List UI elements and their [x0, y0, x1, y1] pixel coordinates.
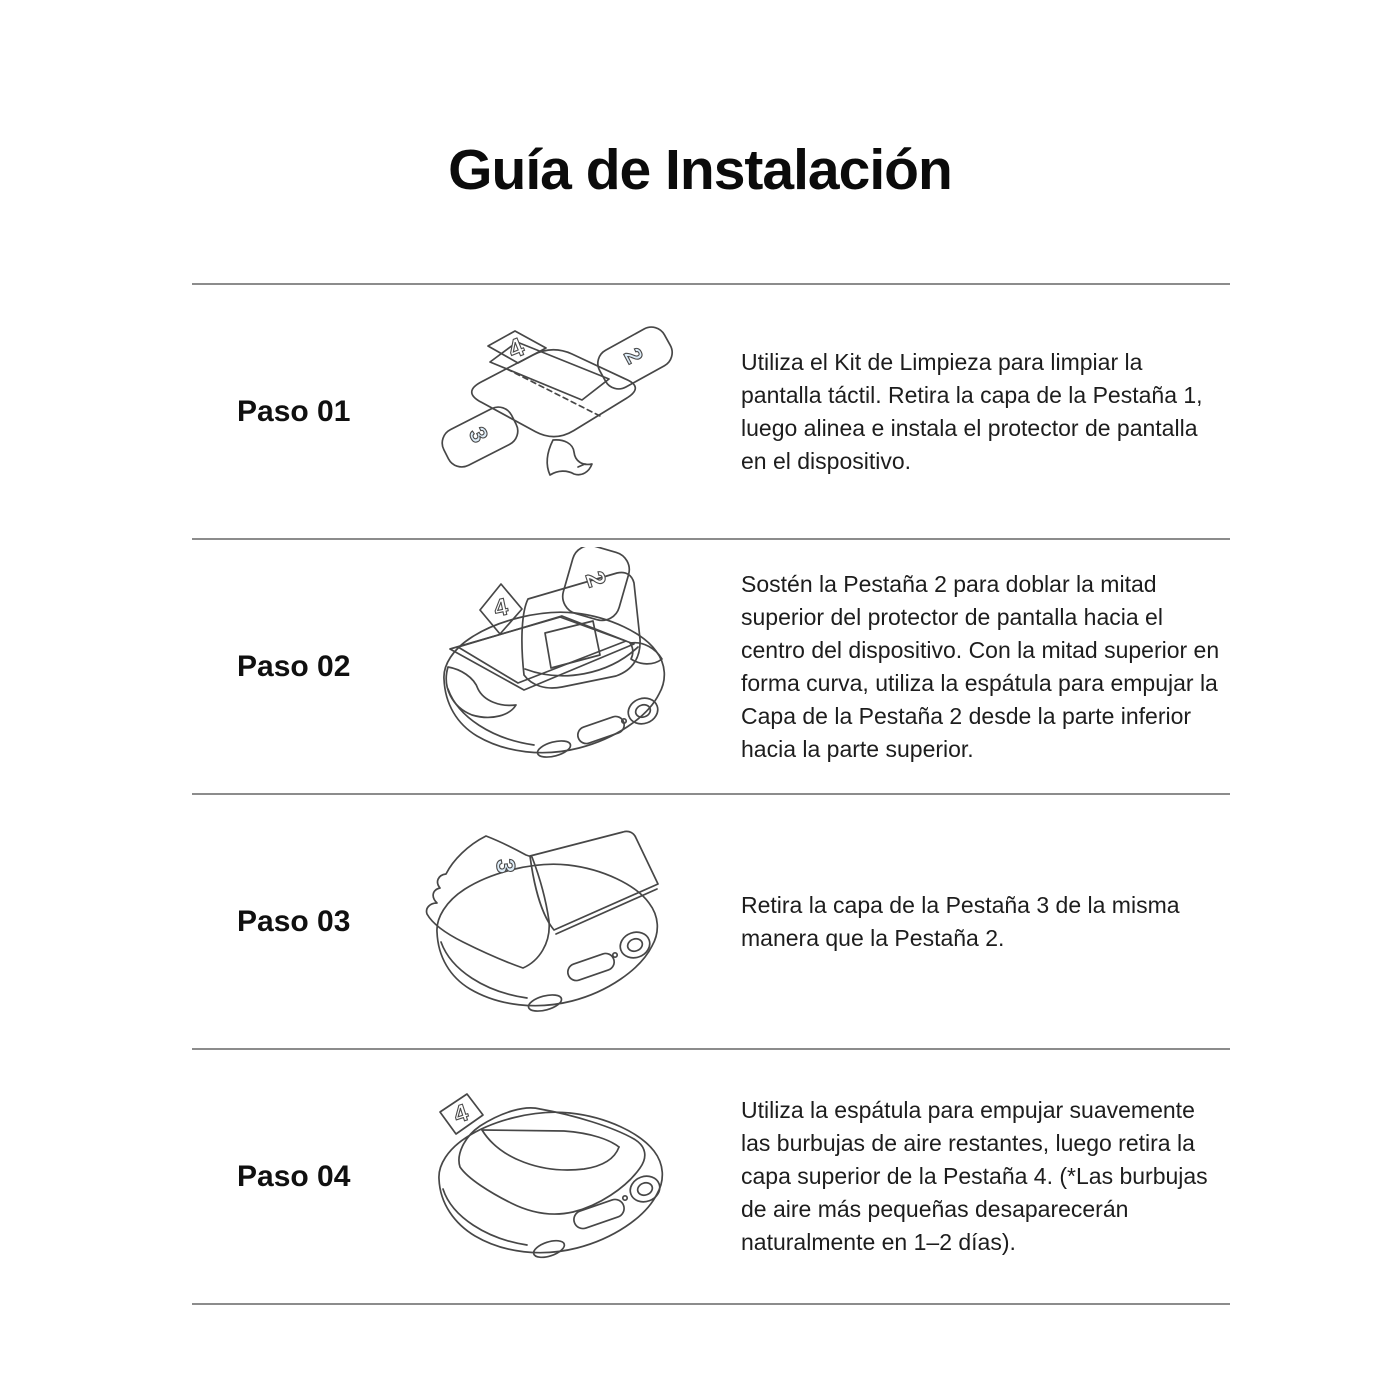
- step-2-illustration: [412, 547, 712, 787]
- step-4-label: Paso 04: [237, 1159, 351, 1193]
- protector-sheet-icon: [412, 312, 712, 512]
- tab-4-number: 4: [491, 592, 511, 623]
- step-4-description: Utiliza la espátula para empujar suavemente las burbujas de aire restantes, luego retira la capa superior de la Pestaña 4. (*Las burbujas de aire más pequeñas desaparecerán naturalmente en 1–2 días).: [741, 1097, 1208, 1255]
- tab-3-number: 3: [462, 422, 494, 447]
- step-row-1: [192, 283, 1230, 538]
- step-2-label: Paso 02: [237, 649, 351, 683]
- step-2-description: Sostén la Pestaña 2 para doblar la mitad superior del protector de pantalla hacia el centro del dispositivo. Con la mitad superior en forma curva, utiliza la espátula para empujar la Capa de la Pestaña 2 desde la parte inferior hacia la parte superior.: [741, 570, 1220, 762]
- tab-4-number: 4: [503, 330, 529, 365]
- step-1-label: Paso 01: [237, 394, 351, 428]
- tab-2-number: 2: [617, 343, 649, 368]
- step-row-3: [192, 793, 1230, 1048]
- watch-fold-icon: [412, 547, 712, 787]
- step-3-label: Paso 03: [237, 904, 351, 938]
- step-4-illustration: [412, 1067, 712, 1287]
- page-title: Guía de Instalación: [448, 138, 952, 203]
- steps-table: [192, 283, 1230, 1305]
- step-row-4: [192, 1048, 1230, 1303]
- watch-bubbles-icon: [412, 1067, 712, 1287]
- step-3-description: Retira la capa de la Pestaña 3 de la misma manera que la Pestaña 2.: [741, 891, 1180, 951]
- watch-peel-icon: [382, 802, 742, 1042]
- tab-2-number: 2: [579, 566, 613, 591]
- step-row-2: [192, 538, 1230, 793]
- step-1-description: Utiliza el Kit de Limpieza para limpiar la pantalla táctil. Retira la capa de la Pestaña 1, luego alinea e instala el protector de pantalla en el dispositivo.: [741, 348, 1203, 474]
- tab-4-number: 4: [450, 1098, 472, 1129]
- step-3-illustration: [382, 802, 742, 1042]
- step-1-illustration: [412, 312, 712, 512]
- tab-3-number: 3: [490, 856, 522, 875]
